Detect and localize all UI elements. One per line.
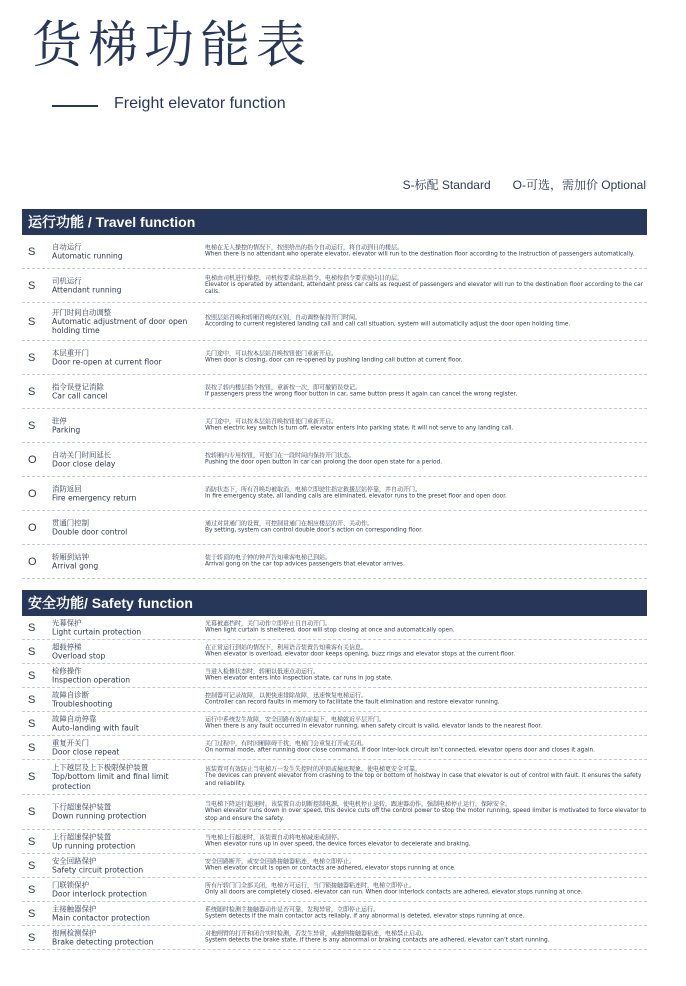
function-name-en: Up running protection [52, 841, 136, 851]
function-name [52, 690, 202, 709]
description-zh: 当电梯上行超速时，该装置自动将电梯减速或制停。 [205, 834, 344, 842]
function-name-zh: 贯通门控制 [52, 518, 89, 528]
description-zh: 按轿厢内专用按钮，可使门在一段时间内保持开门状态。 [205, 452, 356, 460]
description-zh: 装于轿顶的电子钟的钟声告知乘客电梯已到站。 [205, 554, 332, 562]
availability-mark: S [28, 385, 36, 398]
function-name [52, 928, 202, 947]
function-name [52, 484, 202, 503]
description-en: When elevator is overload, elevator door keeps opening, buzz rings and elevator stops at the current floor. [205, 651, 516, 658]
function-description [205, 858, 647, 873]
description-zh: 运行中系统发生故障，安全回路有效的前提下，电梯就近平层开门。 [205, 716, 386, 724]
function-name-en: Automatic running [52, 251, 123, 261]
availability-mark: S [28, 693, 36, 706]
function-row [22, 375, 647, 409]
function-name-en: Auto-landing with fault [52, 723, 139, 733]
function-row [22, 303, 647, 341]
description-en: When door is closing, door can re-opened by pushing landing call button at current floor. [205, 357, 463, 364]
title-rule [52, 105, 98, 107]
description-zh: 当进入检修状态时，轿厢以低速点动运行。 [205, 668, 320, 676]
description-zh: 在正常运行到站的情况下，利用语音装置告知乘客有关信息。 [205, 644, 368, 652]
function-name-en: Safety circuit protection [52, 865, 144, 875]
function-name [52, 276, 202, 295]
description-zh: 系统随时检测主接触器动作是否可靠，发现异常，立即停止运行。 [205, 906, 380, 914]
availability-mark: S [28, 279, 36, 292]
function-description [205, 350, 647, 365]
function-row [22, 902, 647, 926]
function-description [205, 520, 647, 535]
description-zh: 对抱闸臂的打开和闭合实时检测，若发生异常，或抱闸接触器粘连，电梯禁止启动。 [205, 930, 428, 938]
function-row [22, 235, 647, 269]
page-title-zh: 货梯功能表 [32, 16, 312, 74]
function-row [22, 616, 647, 640]
function-name-en: Light curtain protection [52, 627, 142, 637]
safety-section-heading: 安全功能/ Safety function [22, 590, 647, 616]
description-zh: 按照层站召唤和轿厢召唤的区别，自动调整保持开门时间。 [205, 314, 362, 322]
function-name [52, 738, 202, 757]
description-zh: 关门途中，可以按本层站召唤按钮使门重新开启。 [205, 350, 338, 358]
function-name-zh: 上下越层及上下极限保护装置 [52, 762, 149, 772]
description-zh: 电梯在无人操控的情况下，按照给出的指令自动运行，将自动到目的楼层。 [205, 244, 404, 252]
function-description [205, 906, 647, 921]
description-zh: 电梯由司机进行操控，司机按要求给出指令，电梯按指令要求驶向目的层。 [205, 274, 404, 282]
legend [403, 176, 646, 193]
function-name [52, 307, 202, 335]
legend-standard: S-标配 Standard [402, 178, 491, 192]
availability-mark: S [28, 741, 36, 754]
availability-mark: O [28, 487, 37, 500]
function-name [52, 618, 202, 637]
function-name-zh: 自动运行 [52, 242, 82, 252]
page-title-en: Freight elevator function [114, 95, 286, 112]
description-en: If passengers press the wrong floor button in car, same button press it again can cancel the wrong register. [205, 391, 518, 398]
function-name-en: Door close delay [52, 459, 116, 469]
description-en: Arrival gong on the car top advices passengers that elevator arrives. [205, 561, 405, 568]
function-row [22, 760, 647, 795]
description-zh: 该装置可有效防止当电梯万一发生失控时的冲顶或撞底现象，使电梯更安全可靠。 [205, 765, 422, 773]
function-row [22, 269, 647, 303]
function-name-en: Brake detecting protection [52, 937, 154, 947]
availability-mark: S [28, 315, 36, 328]
function-row [22, 443, 647, 477]
function-name-zh: 司机运行 [52, 276, 82, 286]
description-en: When there is no attendant who operate elevator, elevator will run to the destination floor according to the instruction of passengers automatically. [205, 251, 635, 258]
function-row [22, 795, 647, 830]
function-name-en: Inspection operation [52, 675, 131, 685]
function-name-zh: 指令误登记消除 [52, 382, 104, 392]
availability-mark: S [28, 883, 36, 896]
function-name-en: Arrival gong [52, 561, 99, 571]
function-row [22, 878, 647, 902]
description-en: Pushing the door open button in car can prolong the door open state for a period. [205, 459, 443, 466]
function-name-en: Attendant running [52, 285, 122, 295]
description-en: Elevator is operated by attendant, attendant press car calls as request of passengers and elevator will run to the destination floor according to the car calls. [205, 281, 644, 296]
function-name [52, 904, 202, 923]
description-en: According to current registered landing call and call call situation, system will automaticlly adjust the door open holding time. [205, 321, 571, 328]
function-description [205, 692, 647, 707]
availability-mark: S [28, 645, 36, 658]
description-en: When light curtain is sheltered, door will stop closing at once and automatically open. [205, 627, 455, 634]
function-name-zh: 主接触器保护 [52, 904, 97, 914]
function-row [22, 830, 647, 854]
function-name-zh: 故障自动停靠 [52, 714, 97, 724]
description-en: Only all doors are completely closed, elevator can run. When door interlock contacts are adhered, elevator stops running at once. [205, 889, 583, 896]
description-zh: 关门途中，可以按本层站召唤按钮使门重新开启。 [205, 418, 338, 426]
function-name-zh: 下行超速保护装置 [52, 802, 112, 812]
function-name-en: Automatic adjustment of door open holding time [52, 316, 188, 336]
function-description [205, 930, 647, 945]
function-name-zh: 驻停 [52, 416, 67, 426]
function-name-zh: 重复开关门 [52, 738, 89, 748]
function-row [22, 854, 647, 878]
availability-mark: O [28, 521, 37, 534]
function-name-zh: 门联锁保护 [52, 880, 89, 890]
function-description [205, 882, 647, 897]
function-name-en: Door re-open at current floor [52, 357, 162, 367]
function-name-en: Main contactor protection [52, 913, 150, 923]
function-name [52, 518, 202, 537]
function-row [22, 736, 647, 760]
availability-mark: S [28, 859, 36, 872]
function-name-zh: 故障自诊断 [52, 690, 89, 700]
function-description [205, 620, 647, 635]
description-zh: 关门过程中，有时因厢障碍干扰，电梯门会重复打开或关闭。 [205, 740, 368, 748]
function-name-en: Down running protection [52, 812, 147, 821]
description-en: In fire emergency state, all landing calls are eliminated, elevator runs to the preset floor and open door. [205, 493, 507, 500]
description-en: Controller can record faults in memory to facilitate the fault elimination and restore elevator running. [205, 699, 500, 706]
function-description [205, 766, 647, 788]
function-name [52, 450, 202, 469]
function-name [52, 880, 202, 899]
availability-mark: S [28, 806, 36, 818]
description-zh: 所有厅轿门门全部关闭，电梯方可运行，当门锁接触器粘连时，电梯立即停止。 [205, 882, 416, 890]
description-en: By setting, system can control double door’s action on corresponding floor. [205, 527, 423, 534]
function-name-zh: 自动关门时间延长 [52, 450, 112, 460]
description-zh: 光幕被遮挡时，关门动作立即停止且自动开门。 [205, 620, 332, 628]
availability-mark: O [28, 555, 37, 568]
function-row [22, 477, 647, 511]
function-name-zh: 轿厢到站钟 [52, 552, 89, 562]
description-en: System detects the brake state, if there is any abnormal or braking contacts are adhered, elevator can’t start running. [205, 937, 550, 944]
function-description [205, 418, 647, 433]
function-description [205, 384, 647, 399]
function-name-en: Top/bottom limit and final limit protection [52, 772, 169, 791]
function-name [52, 642, 202, 661]
function-row [22, 664, 647, 688]
availability-mark: S [28, 771, 36, 783]
description-zh: 当电梯下降运行超速时，该装置自动切断控制电源，使电机停止运转，跟速器动作，强制电梯停止运行，保障安全。 [205, 800, 512, 808]
function-name-zh: 上行超速保护装置 [52, 832, 112, 842]
function-name [52, 803, 202, 822]
travel-section-heading: 运行功能 / Travel function [22, 209, 647, 235]
availability-mark: S [28, 245, 36, 258]
function-name-en: Fire emergency return [52, 493, 137, 503]
function-name-en: Overload stop [52, 651, 106, 661]
availability-mark: S [28, 835, 36, 848]
function-name-zh: 光幕保护 [52, 618, 82, 628]
function-name [52, 382, 202, 401]
availability-mark: S [28, 419, 36, 432]
function-name [52, 416, 202, 435]
function-name-zh: 本层重开门 [52, 348, 89, 358]
function-name-en: Door close repeat [52, 747, 120, 757]
function-description [205, 554, 647, 569]
function-description [205, 801, 647, 823]
function-name-zh: 消防返回 [52, 484, 82, 494]
function-description [205, 486, 647, 501]
travel-function-section [22, 209, 647, 579]
function-row [22, 409, 647, 443]
description-en: When there is any fault occurred in elevator running, when safety circuit is valid, elevator lands to the nearest floor. [205, 723, 543, 730]
function-name-zh: 开门时间自动调整 [52, 307, 112, 317]
function-name [52, 856, 202, 875]
function-name [52, 763, 202, 791]
safety-function-section [22, 590, 647, 950]
legend-optional: O-可选，需加价 Optional [512, 178, 646, 192]
function-name [52, 832, 202, 851]
description-en: On normal mode, after running door close command, if door inter-lock circuit isn’t connected, elevator opens door and closes it again. [205, 747, 596, 754]
function-name-en: Troubleshooting [52, 699, 113, 709]
description-en: When elevator circuit is open or contacts are adhered, elevator stops running at once. [205, 865, 456, 872]
function-name-en: Car call cancel [52, 391, 108, 401]
function-name [52, 242, 202, 261]
availability-mark: S [28, 931, 36, 944]
description-zh: 消防状态下，所有召唤均被取消，电梯立即驶往指定救援层站停靠，并自动开门。 [205, 486, 422, 494]
description-en: The devices can prevent elevator from crashing to the top or bottom of hoistway in case that elevator is out of control with fault. It ensures the safety and reliability. [205, 773, 642, 787]
availability-mark: O [28, 453, 37, 466]
function-description [205, 740, 647, 755]
function-row [22, 688, 647, 712]
function-name-zh: 抱闸检测保护 [52, 928, 97, 938]
availability-mark: S [28, 907, 36, 920]
availability-mark: S [28, 669, 36, 682]
function-description [205, 668, 647, 683]
function-description [205, 452, 647, 467]
description-en: When electric key switch is turn off, elevator enters into parking state, it will not serve to any landing call. [205, 425, 514, 432]
description-zh: 通过对贯通门的设置，可控制贯通门在相应楼层的开、关动作。 [205, 520, 374, 528]
availability-mark: S [28, 621, 36, 634]
availability-mark: S [28, 351, 36, 364]
function-description [205, 834, 647, 849]
function-description [205, 274, 647, 296]
function-description [205, 644, 647, 659]
function-description [205, 244, 647, 259]
function-description [205, 314, 647, 329]
function-row [22, 511, 647, 545]
description-en: When elevator runs up in over speed, the device forces elevator to decelerate and braking. [205, 841, 471, 848]
function-row [22, 545, 647, 579]
description-zh: 安全回路断开，或安全回路接触器粘连，电梯立即停止。 [205, 858, 356, 866]
description-en: System detects if the main contactor acts reliably, if any abnormal is deteted, elevator stops running at once. [205, 913, 525, 920]
function-name-zh: 安全回路保护 [52, 856, 97, 866]
description-en: When elevator enters into inspection state, car runs in jog state. [205, 675, 393, 682]
description-en: When elevator runs down in over speed, this device cuts off the control power to stop the motor running, speed limiter is motivated to force elevator to stop and ensure the safety. [205, 808, 647, 822]
function-name-en: Parking [52, 425, 81, 435]
function-name [52, 552, 202, 571]
function-name-en: Door interlock protection [52, 889, 147, 899]
function-row [22, 640, 647, 664]
function-row [22, 712, 647, 736]
function-name-zh: 超载停梯 [52, 642, 82, 652]
function-row [22, 341, 647, 375]
function-name [52, 666, 202, 685]
function-description [205, 716, 647, 731]
function-name-en: Double door control [52, 527, 128, 537]
description-zh: 控制器可记录故障，以便快速排除故障，迅速恢复电梯运行。 [205, 692, 368, 700]
description-zh: 误按了轿内楼层指令按钮，重新按一次，即可撤销误登记。 [205, 384, 362, 392]
function-row [22, 926, 647, 950]
function-name-zh: 检修操作 [52, 666, 82, 676]
function-name [52, 714, 202, 733]
availability-mark: S [28, 717, 36, 730]
function-name [52, 348, 202, 367]
